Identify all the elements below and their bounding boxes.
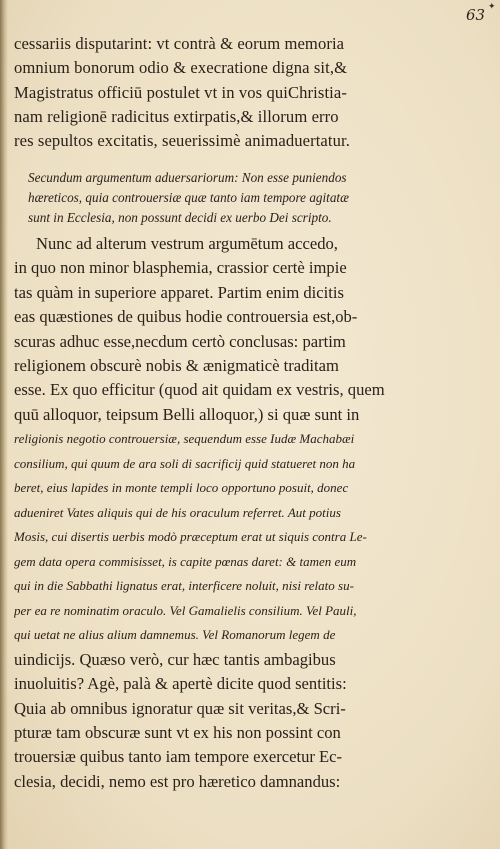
main-paragraph [14, 232, 484, 794]
text-line-italic: adueniret Vates aliquis qui de his oraculum referret. Aut potius [14, 504, 341, 520]
top-paragraph [14, 32, 484, 153]
text-line-italic: per ea re nominatim oraculo. Vel Gamalielis consilium. Vel Pauli, [14, 602, 357, 618]
text-line-italic: beret, eius lapides in monte templi loco opportuno posuit, donec [14, 480, 349, 496]
text-line-italic: Mosis, cui disertis uerbis modò præceptum erat ut siquis contra Le- [14, 529, 367, 545]
text-line: religionem obscurè nobis & ænigmaticè traditam [14, 356, 339, 376]
text-line: trouersiæ quibus tanto iam tempore exercetur Ec- [14, 747, 343, 767]
text-line: Magistratus officiū postulet vt in vos quiChristia- [14, 82, 347, 102]
text-line: cessariis disputarint: vt contrà & eorum memoria [14, 34, 345, 53]
text-line: quū alloquor, teipsum Belli alloquor,) si quæ sunt in [14, 404, 360, 424]
text-line: eas quæstiones de quibus hodie controuersia est,ob- [14, 307, 358, 327]
text-line: in quo non minor blasphemia, crassior certè impie [14, 258, 347, 278]
text-line-italic: consilium, qui quum de ara soli di sacrificij quid statueret non ha [14, 455, 356, 471]
text-line: omnium bonorum odio & execratione digna sit,& [14, 58, 348, 78]
heading-line: sunt in Ecclesia, non possunt decidi ex uerbo Dei scripto. [28, 210, 332, 225]
text-line-italic: religionis negotio controuersiæ, sequendum esse Iudæ Machabæi [14, 431, 355, 447]
heading-line: Secundum argumentum aduersariorum: Non esse puniendos [28, 170, 347, 185]
text-line: inuoluitis? Agè, palà & apertè dicite quod sentitis: [14, 674, 347, 694]
text-line: esse. Ex quo efficitur (quod ait quidam ex vestris, quem [14, 380, 385, 400]
page-gutter-shadow [0, 0, 8, 849]
text-line: tas quàm in superiore apparet. Partim enim dicitis [14, 282, 344, 302]
text-line-italic: qui in die Sabbathi lignatus erat, interficere noluit, nisi relato su- [14, 578, 354, 594]
text-line: scuras adhuc esse,necdum certò conclusas: partim [14, 331, 346, 351]
text-line: res sepultos excitatis, seuerissimè animaduertatur. [14, 131, 350, 151]
text-line-italic: gem data opera commisisset, is capite pœnas daret: & tamen eum [14, 553, 357, 569]
text-line: clesia, decidi, nemo est pro hæretico damnandus: [14, 771, 341, 791]
text-line: Nunc ad alterum vestrum argumētum accedo, [36, 234, 338, 253]
heading-line: hæreticos, quia controuersiæ quæ tanto iam tempore agitatæ [28, 190, 349, 205]
section-heading [28, 168, 484, 228]
text-line: nam religionē radicitus extirpatis,& illorum erro [14, 106, 339, 126]
text-line: pturæ tam obscuræ sunt vt ex his non possint con [14, 722, 341, 742]
text-line: Quia ab omnibus ignoratur quæ sit veritas,& Scri- [14, 698, 346, 718]
page-number: 63 [466, 6, 486, 24]
text-line-italic: qui uetat ne alius alium damnemus. Vel Romanorum legem de [14, 627, 336, 643]
corner-mark-icon: ✦ [488, 2, 496, 12]
text-line: uindicijs. Quæso verò, cur hæc tantis ambagibus [14, 649, 336, 669]
